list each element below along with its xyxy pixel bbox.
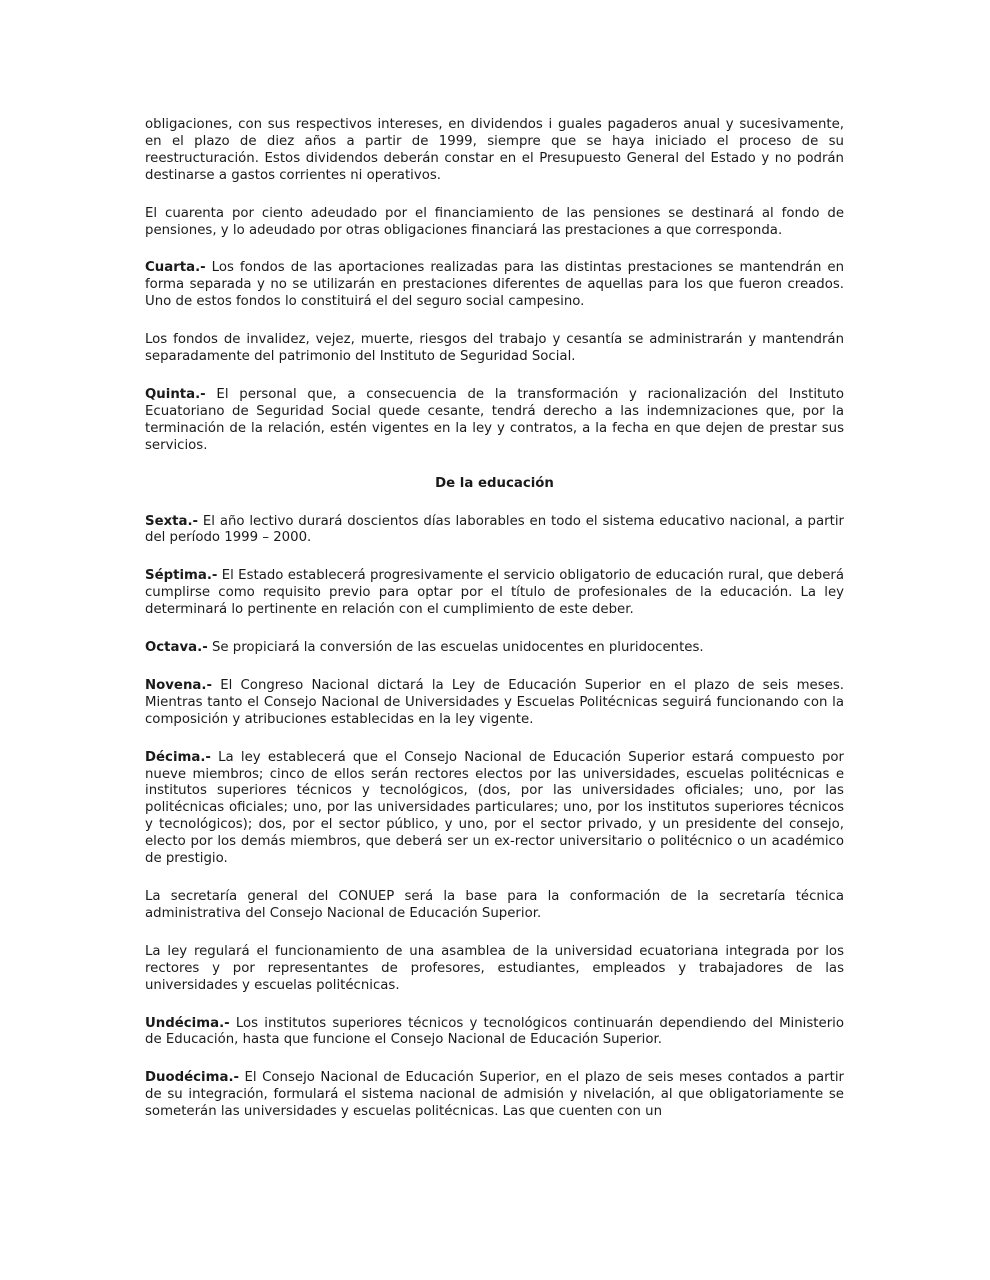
paragraph-text: El personal que, a consecuencia de la transformación y racionalización del Instituto Ecuatoriano de Seguridad Social quede cesante, tendrá derecho a las indemnizaciones que, por la terminación de la relación, estén vigentes en la ley y contratos, a la fecha en que dejen de prestar sus servicios. bbox=[145, 386, 844, 453]
paragraph-text: El año lectivo durará doscientos días laborables en todo el sistema educativo nacional, a partir del período 1999 – 2000. bbox=[145, 513, 844, 546]
paragraph-cuarenta-por-ciento bbox=[145, 206, 844, 240]
article-label-octava: Octava.- bbox=[145, 640, 208, 656]
article-label-decima: Décima.- bbox=[145, 749, 211, 765]
paragraph-text: Los institutos superiores técnicos y tecnológicos continuarán dependiendo del Ministerio de Educación, hasta que funcione el Consejo Nacional de Educación Superior. bbox=[145, 1015, 844, 1048]
paragraph-octava bbox=[145, 640, 844, 657]
paragraph-text: Los fondos de invalidez, vejez, muerte, riesgos del trabajo y cesantía se administrarán y mantendrán separadamente del patrimonio del Instituto de Seguridad Social. bbox=[145, 332, 844, 365]
paragraph-secretaria-general bbox=[145, 889, 844, 923]
paragraph-quinta bbox=[145, 387, 844, 455]
article-label-undecima: Undécima.- bbox=[145, 1015, 230, 1031]
paragraph-sexta bbox=[145, 514, 844, 548]
paragraph-text: obligaciones, con sus respectivos intereses, en dividendos i guales pagaderos anual y sucesivamente, en el plazo de diez años a partir de 1999, siempre que se haya iniciado el proceso de su reestructuración. Estos dividendos deberán constar en el Presupuesto General del Estado y no podrán destinarse a gastos corrientes ni operativos. bbox=[145, 117, 844, 183]
article-label-septima: Séptima.- bbox=[145, 568, 218, 584]
paragraph-text: La ley regulará el funcionamiento de una asamblea de la universidad ecuatoriana integrada por los rectores y por representantes de profesores, estudiantes, empleados y trabajadores de las universidades y escuelas politécnicas. bbox=[145, 943, 844, 993]
article-label-duodecima: Duodécima.- bbox=[145, 1070, 240, 1086]
paragraph-septima bbox=[145, 568, 844, 619]
paragraph-duodecima bbox=[145, 1070, 844, 1121]
paragraph-text: La secretaría general del CONUEP será la base para la conformación de la secretaría técnica administrativa del Consejo Nacional de Educación Superior. bbox=[145, 889, 844, 921]
paragraph-text: El cuarenta por ciento adeudado por el financiamiento de las pensiones se destinará al fondo de pensiones, y lo adeudado por otras obligaciones financiará las prestaciones a que corresponda. bbox=[145, 205, 844, 238]
paragraph-obligaciones bbox=[145, 117, 844, 185]
article-label-cuarta: Cuarta.- bbox=[145, 260, 206, 276]
paragraph-decima bbox=[145, 750, 844, 868]
paragraph-text: El Estado establecerá progresivamente el servicio obligatorio de educación rural, que deberá cumplirse como requisito previo para optar por el título de profesionales de la educación. La ley determinará lo pertinente en relación con el cumplimiento de este deber. bbox=[145, 568, 844, 618]
paragraph-text: El Consejo Nacional de Educación Superior, en el plazo de seis meses contados a partir de su integración, formulará el sistema nacional de admisión y nivelación, al que obligatoriamente se someterán las universidades y escuelas politécnicas. Las que cuenten con un bbox=[145, 1070, 844, 1120]
document-page bbox=[145, 117, 844, 1142]
article-label-novena: Novena.- bbox=[145, 677, 212, 693]
paragraph-text: El Congreso Nacional dictará la Ley de Educación Superior en el plazo de seis meses. Mientras tanto el Consejo Nacional de Universidades y Escuelas Politécnicas seguirá funcionando con la composición y atribuciones establecidas en la ley vigente. bbox=[145, 677, 844, 727]
paragraph-text: Los fondos de las aportaciones realizadas para las distintas prestaciones se mantendrán en forma separada y no se utilizarán en prestaciones diferentes de aquellas para los que fueron creados. Uno de estos fondos lo constituirá el del seguro social campesino. bbox=[145, 260, 844, 310]
paragraph-fondos-invalidez bbox=[145, 332, 844, 366]
paragraph-novena bbox=[145, 678, 844, 729]
article-label-sexta: Sexta.- bbox=[145, 513, 199, 529]
paragraph-text: Se propiciará la conversión de las escuelas unidocentes en pluridocentes. bbox=[207, 640, 704, 656]
section-heading-educacion: De la educación bbox=[435, 475, 554, 491]
paragraph-asamblea-universidad bbox=[145, 944, 844, 995]
paragraph-text: La ley establecerá que el Consejo Nacional de Educación Superior estará compuesto por nueve miembros; cinco de ellos serán rectores electos por las universidades, escuelas politécnicas e institutos superiores técnicos y tecnológicos, (dos, por las universidades oficiales; uno, por las politécnicas oficiales; uno, por las universidades particulares; uno, por los institutos superiores técnicos y tecnológicos); dos, por el sector público, y uno, por el sector privado, y un presidente del consejo, electo por los demás miembros, que deberá ser un ex-rector universitario o politécnico o un académico de prestigio. bbox=[145, 749, 844, 867]
paragraph-undecima bbox=[145, 1016, 844, 1050]
paragraph-cuarta bbox=[145, 260, 844, 311]
article-label-quinta: Quinta.- bbox=[145, 386, 206, 402]
